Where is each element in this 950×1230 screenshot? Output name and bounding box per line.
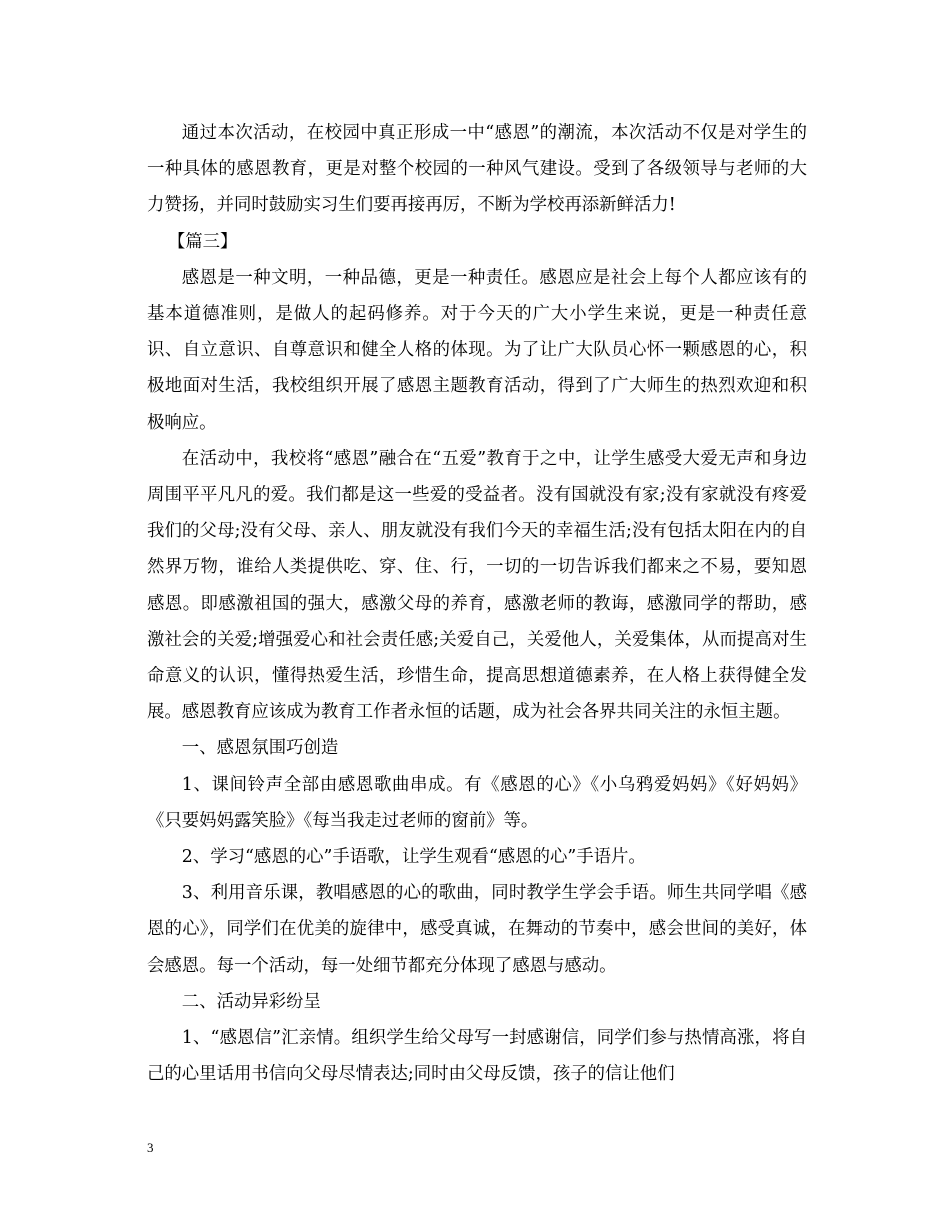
list-item-sign-language-song: 2、学习“感恩的心”手语歌，让学生观看“感恩的心”手语片。: [181, 847, 646, 868]
page-number: 3: [147, 1140, 154, 1155]
list-item-music-class: 3、利用音乐课，教唱感恩的心的歌曲，同时教学生学会手语。师生共同学唱《感恩的心》，同学们在优美的旋律中，感受真诚，在舞动的节奏中，感会世间的美好，体会感恩。每一个活动，每一处细节都充分体现了感恩与感动。: [147, 883, 807, 976]
paragraph-gratitude-intro: 感恩是一种文明，一种品德，更是一种责任。感恩应是社会上每个人都应该有的基本道德准则，是做人的起码修养。对于今天的广大小学生来说，更是一种责任意识、自立意识、自尊意识和健全人格的体现。为了让广大队员心怀一颗感恩的心，积极地面对生活，我校组织开展了感恩主题教育活动，得到了广大师生的热烈欢迎和积极响应。: [147, 267, 807, 433]
list-item-thank-you-letter: 1、“感恩信”汇亲情。组织学生给父母写一封感谢信，同学们参与热情高涨，将自己的心里话用书信向父母尽情表达;同时由父母反馈，孩子的信让他们: [147, 1028, 807, 1085]
subheading-atmosphere: 一、感恩氛围巧创造: [181, 738, 339, 759]
document-body: [147, 115, 807, 1092]
paragraph-five-loves: 在活动中，我校将“感恩”融合在“五爱”教育于之中，让学生感受大爱无声和身边周围平平凡凡的爱。我们都是这一些爱的受益者。没有国就没有家;没有家就没有疼爱我们的父母;没有父母、亲人、朋友就没有我们今天的幸福生活;没有包括太阳在内的自然界万物，谁给人类提供吃、穿、住、行，一切的一切告诉我们都来之不易，要知恩感恩。即感激祖国的强大，感激父母的养育，感激老师的教诲，感激同学的帮助，感激社会的关爱;增强爱心和社会责任感;关爱自己，关爱他人，关爱集体，从而提高对生命意义的认识，懂得热爱生活，珍惜生命，提高思想道德素养，在人格上获得健全发展。感恩教育应该成为教育工作者永恒的话题，成为社会各界共同关注的永恒主题。: [147, 448, 807, 723]
section-heading-part-three: 【篇三】: [167, 231, 238, 252]
list-item-bell-songs: 1、课间铃声全部由感恩歌曲串成。有《感恩的心》《小乌鸦爱妈妈》《好妈妈》《只要妈妈露笑脸》《每当我走过老师的窗前》等。: [147, 774, 807, 831]
paragraph-activity-summary: 通过本次活动，在校园中真正形成一中“感恩”的潮流，本次活动不仅是对学生的一种具体的感恩教育，更是对整个校园的一种风气建设。受到了各级领导与老师的大力赞扬，并同时鼓励实习生们要再接再厉，不断为学校再添新鲜活力!: [147, 123, 807, 216]
subheading-activities: 二、活动异彩纷呈: [181, 991, 321, 1012]
